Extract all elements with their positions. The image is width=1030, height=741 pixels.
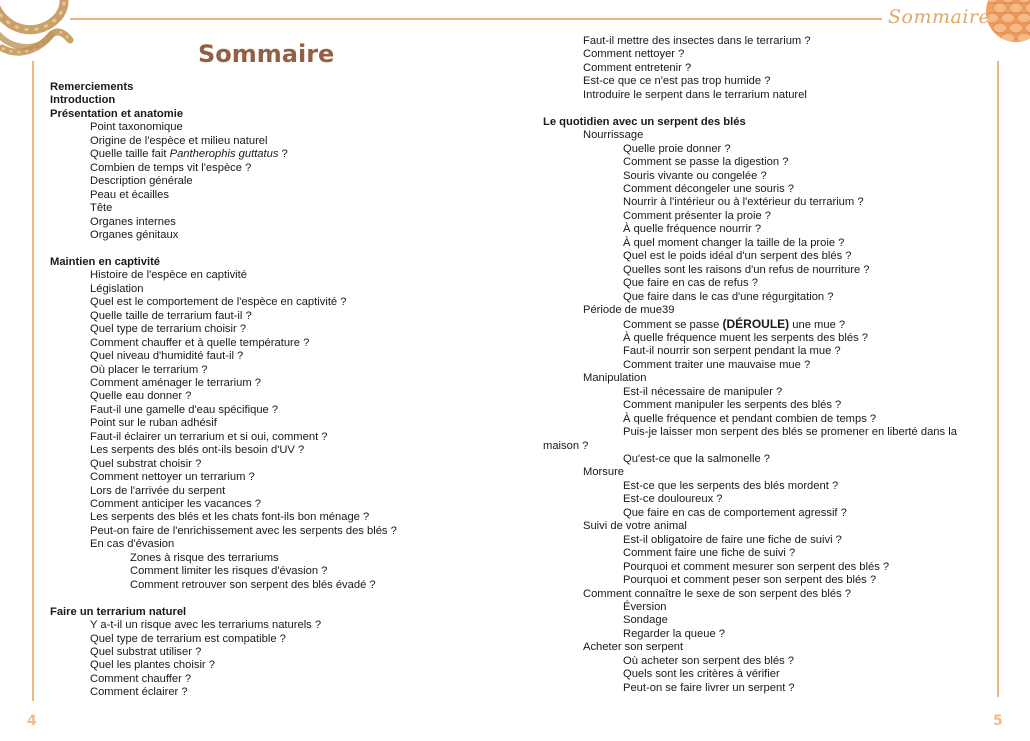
- toc-entry: [50, 579, 520, 592]
- toc-entry: [543, 601, 983, 614]
- toc-entry: [50, 189, 520, 202]
- toc-entry-text: Présentation et anatomie: [50, 107, 184, 120]
- toc-entry-text: Comment entretenir ?: [583, 61, 692, 74]
- toc-entry: [50, 417, 520, 430]
- toc-entry: [50, 202, 520, 215]
- toc-entry: [543, 453, 983, 466]
- toc-entry-text: À quelle fréquence et pendant combien de temps ?: [623, 412, 877, 425]
- toc-entry: [543, 413, 983, 426]
- toc-entry-text: Quel type de terrarium est compatible ?: [90, 632, 286, 645]
- toc-entry: [543, 170, 983, 183]
- toc-entry-text: Sondage: [623, 614, 668, 627]
- toc-entry-text: Comment chauffer ?: [90, 672, 192, 685]
- toc-entry: [543, 386, 983, 399]
- toc-entry-text: Souris vivante ou congelée ?: [623, 169, 767, 182]
- toc-entry: [50, 673, 520, 686]
- toc-entry: [50, 565, 520, 578]
- toc-entry: [50, 337, 520, 350]
- right-margin-rule: [997, 61, 999, 697]
- toc-entry: [50, 269, 520, 282]
- toc-entry: [543, 507, 983, 520]
- toc-entry: [543, 399, 983, 412]
- toc-entry: [543, 156, 983, 169]
- snake-icon: [0, 0, 75, 60]
- toc-entry: [543, 210, 983, 223]
- toc-entry-text: Peut-on se faire livrer un serpent ?: [623, 681, 795, 694]
- toc-entry-text: Nourrir à l'intérieur ou à l'extérieur du terrarium ?: [623, 196, 864, 209]
- toc-entry: [50, 498, 520, 511]
- toc-entry: [50, 175, 520, 188]
- toc-entry-text: Point taxonomique: [90, 121, 183, 134]
- toc-entry-text: Quelle proie donner ?: [623, 142, 731, 155]
- page-number-left: 4: [27, 713, 37, 729]
- toc-entry-text: Les serpents des blés et les chats font-ils bon ménage ?: [90, 511, 370, 524]
- toc-entry-text: Où acheter son serpent des blés ?: [623, 654, 795, 667]
- toc-entry-text: Quel est le poids idéal d'un serpent des blés ?: [623, 250, 852, 263]
- toc-entry: [543, 89, 983, 102]
- toc-entry-italic: Pantherophis guttatus: [169, 148, 279, 161]
- toc-entry: [543, 318, 983, 332]
- toc-entry: [543, 655, 983, 668]
- toc-entry: [50, 135, 520, 148]
- toc-section-heading: [50, 81, 520, 94]
- toc-entry-text: Nourrissage: [583, 129, 644, 142]
- toc-entry: [543, 641, 983, 654]
- toc-entry: [543, 237, 983, 250]
- toc-entry: [50, 485, 520, 498]
- toc-entry: [543, 628, 983, 641]
- toc-entry: [543, 547, 983, 560]
- toc-entry-text: Est-ce que ce n'est pas trop humide ?: [583, 75, 771, 88]
- toc-entry-text: Comment anticiper les vacances ?: [90, 498, 261, 511]
- toc-entry: [50, 364, 520, 377]
- toc-entry-text: Comment faire une fiche de suivi ?: [623, 547, 796, 560]
- toc-entry-text: Tête: [90, 202, 113, 215]
- toc-entry: [543, 196, 983, 209]
- toc-entry: [50, 310, 520, 323]
- toc-entry-text: Morsure: [583, 466, 625, 479]
- toc-entry: [543, 62, 983, 75]
- toc-section-heading: [50, 606, 520, 619]
- toc-entry-text: Comment nettoyer ?: [583, 48, 685, 61]
- toc-entry-text: Quelles sont les raisons d'un refus de nourriture ?: [623, 263, 870, 276]
- toc-entry: [543, 520, 983, 533]
- toc-entry: [543, 682, 983, 695]
- toc-entry: [543, 48, 983, 61]
- toc-entry: [50, 619, 520, 632]
- toc-entry-text: Organes internes: [90, 215, 176, 228]
- toc-entry: [543, 426, 983, 439]
- toc-entry-text: Période de mue39: [583, 304, 675, 317]
- toc-entry: [50, 646, 520, 659]
- toc-entry-text: Y a-t-il un risque avec les terrariums naturels ?: [90, 619, 322, 632]
- toc-entry-text: Quel type de terrarium choisir ?: [90, 323, 247, 336]
- toc-entry-text: En cas d'évasion: [90, 538, 175, 551]
- toc-entry-text: Comment limiter les risques d'évasion ?: [130, 565, 328, 578]
- toc-entry-text: Quel niveau d'humidité faut-il ?: [90, 350, 244, 363]
- toc-entry-text: Quels sont les critères à vérifier: [623, 668, 780, 681]
- toc-entry: [50, 350, 520, 363]
- toc-entry: [50, 390, 520, 403]
- toc-entry: [543, 588, 983, 601]
- toc-entry: [50, 431, 520, 444]
- toc-entry-text: Que faire en cas de refus ?: [623, 277, 758, 290]
- toc-entry: [543, 372, 983, 385]
- toc-entry-text: Organes génitaux: [90, 228, 179, 241]
- toc-entry-text: Zones à risque des terrariums: [130, 551, 279, 564]
- toc-entry: [543, 183, 983, 196]
- toc-entry-text: Que faire dans le cas d'une régurgitation ?: [623, 290, 834, 303]
- toc-left-column: [50, 81, 520, 700]
- toc-entry-bold: (DÉROULE): [722, 316, 790, 331]
- toc-entry-text: Quel substrat choisir ?: [90, 457, 202, 470]
- toc-entry-text: Comment se passe: [623, 318, 723, 331]
- toc-entry: [543, 35, 983, 48]
- toc-entry-text: Introduire le serpent dans le terrarium naturel: [583, 88, 807, 101]
- toc-entry: [50, 404, 520, 417]
- toc-entry: [543, 480, 983, 493]
- toc-entry-text: Quelle taille fait: [90, 148, 170, 161]
- toc-entry-text: Histoire de l'espèce en captivité: [90, 269, 247, 282]
- toc-entry-text: Faut-il mettre des insectes dans le terrarium ?: [583, 35, 811, 47]
- toc-entry-text: Combien de temps vit l'espèce ?: [90, 161, 252, 174]
- toc-entry-text: Est-ce douloureux ?: [623, 493, 723, 506]
- toc-section-heading: [50, 256, 520, 269]
- toc-entry-text: Que faire en cas de comportement agressif ?: [623, 506, 847, 519]
- left-margin-rule: [32, 61, 34, 701]
- toc-entry: [50, 552, 520, 565]
- toc-entry: [543, 345, 983, 358]
- toc-entry: [50, 377, 520, 390]
- toc-entry-text: Pourquoi et comment peser son serpent des blés ?: [623, 574, 877, 587]
- toc-entry-text: Quelle taille de terrarium faut-il ?: [90, 309, 252, 322]
- running-header: Sommaire: [888, 6, 991, 28]
- toc-entry-text: Est-il nécessaire de manipuler ?: [623, 385, 783, 398]
- toc-entry-text: Faut-il nourrir son serpent pendant la mue ?: [623, 345, 841, 358]
- toc-entry-text: Comment se passe la digestion ?: [623, 156, 789, 169]
- toc-entry: [543, 129, 983, 142]
- toc-entry-text: Qu'est-ce que la salmonelle ?: [623, 453, 771, 466]
- header-rule: [70, 18, 882, 20]
- toc-entry-text: Quel les plantes choisir ?: [90, 659, 215, 672]
- toc-entry: [543, 440, 983, 453]
- toc-entry-suffix: une mue ?: [789, 318, 846, 331]
- toc-entry: [50, 444, 520, 457]
- toc-entry-text: Comment manipuler les serpents des blés ?: [623, 399, 842, 412]
- toc-entry-text: Comment retrouver son serpent des blés évadé ?: [130, 578, 376, 591]
- toc-spacer: [543, 102, 983, 115]
- toc-entry: [543, 223, 983, 236]
- toc-spacer: [50, 592, 520, 605]
- toc-entry-text: Éversion: [623, 601, 667, 614]
- toc-entry-text: Comment présenter la proie ?: [623, 209, 771, 222]
- toc-entry: [543, 250, 983, 263]
- toc-entry: [50, 525, 520, 538]
- toc-entry: [543, 332, 983, 345]
- toc-entry: [50, 471, 520, 484]
- toc-entry-text: Le quotidien avec un serpent des blés: [543, 115, 746, 128]
- toc-entry: [50, 283, 520, 296]
- toc-entry-text: Comment chauffer et à quelle température ?: [90, 336, 310, 349]
- toc-entry-text: Lors de l'arrivée du serpent: [90, 484, 226, 497]
- toc-entry-text: Faut-il éclairer un terrarium et si oui, comment ?: [90, 430, 328, 443]
- toc-entry-text: À quelle fréquence muent les serpents des blés ?: [623, 331, 869, 344]
- toc-entry: [50, 538, 520, 551]
- toc-entry-text: À quel moment changer la taille de la proie ?: [623, 236, 845, 249]
- toc-entry: [50, 162, 520, 175]
- toc-entry: [543, 466, 983, 479]
- toc-entry: [543, 614, 983, 627]
- toc-entry: [50, 296, 520, 309]
- toc-entry-text: Pourquoi et comment mesurer son serpent des blés ?: [623, 560, 890, 573]
- toc-entry-text: Où placer le terrarium ?: [90, 363, 208, 376]
- toc-entry-text: Les serpents des blés ont-ils besoin d'UV ?: [90, 444, 305, 457]
- toc-entry-text: Origine de l'espèce et milieu naturel: [90, 134, 268, 147]
- toc-entry-text: Comment décongeler une souris ?: [623, 182, 795, 195]
- toc-right-column: [543, 35, 983, 695]
- page-number-right: 5: [993, 713, 1003, 729]
- toc-entry: [543, 561, 983, 574]
- toc-entry-text: Suivi de votre animal: [583, 520, 687, 533]
- toc-entry: [543, 304, 983, 317]
- toc-section-heading: [50, 108, 520, 121]
- toc-entry: [50, 121, 520, 134]
- toc-entry: [50, 633, 520, 646]
- toc-entry: [543, 75, 983, 88]
- toc-entry-text: Puis-je laisser mon serpent des blés se promener en liberté dans la: [623, 426, 957, 439]
- toc-entry: [543, 291, 983, 304]
- toc-entry: [543, 359, 983, 372]
- toc-entry-text: Peau et écailles: [90, 188, 169, 201]
- page-title: Sommaire: [198, 40, 335, 68]
- toc-entry-text: Est-il obligatoire de faire une fiche de suivi ?: [623, 533, 842, 546]
- toc-entry-text: Législation: [90, 282, 144, 295]
- toc-entry: [50, 323, 520, 336]
- toc-entry-text: Comment nettoyer un terrarium ?: [90, 471, 255, 484]
- toc-entry: [543, 493, 983, 506]
- toc-entry-text: Comment traiter une mauvaise mue ?: [623, 358, 811, 371]
- toc-entry-text: Faire un terrarium naturel: [50, 605, 187, 618]
- toc-entry-text: Acheter son serpent: [583, 641, 684, 654]
- toc-entry-text: Regarder la queue ?: [623, 627, 726, 640]
- toc-entry-text: Comment connaître le sexe de son serpent des blés ?: [583, 587, 852, 600]
- toc-entry: [50, 511, 520, 524]
- toc-entry-text: Comment éclairer ?: [90, 686, 188, 699]
- toc-entry: [543, 574, 983, 587]
- toc-spacer: [50, 242, 520, 255]
- toc-entry: [50, 458, 520, 471]
- toc-entry: [50, 216, 520, 229]
- toc-entry-text: Manipulation: [583, 372, 647, 385]
- toc-entry-text: Quel substrat utiliser ?: [90, 646, 202, 658]
- toc-entry-text: Est-ce que les serpents des blés mordent ?: [623, 479, 839, 492]
- toc-entry: [543, 534, 983, 547]
- toc-entry-text: maison ?: [543, 439, 589, 452]
- toc-entry-text: Comment aménager le terrarium ?: [90, 376, 261, 389]
- toc-section-heading: [543, 116, 983, 129]
- toc-entry: [543, 668, 983, 681]
- toc-entry-suffix: ?: [278, 148, 288, 161]
- toc-entry-text: Remerciements: [50, 81, 134, 93]
- toc-entry: [543, 277, 983, 290]
- toc-entry-text: Faut-il une gamelle d'eau spécifique ?: [90, 403, 279, 416]
- toc-entry-text: Description générale: [90, 175, 193, 188]
- toc-entry-text: Quelle eau donner ?: [90, 390, 192, 403]
- toc-entry-text: Peut-on faire de l'enrichissement avec les serpents des blés ?: [90, 524, 397, 537]
- toc-entry: [50, 148, 520, 161]
- toc-entry: [543, 143, 983, 156]
- toc-entry-text: Introduction: [50, 94, 116, 107]
- toc-entry-text: Quel est le comportement de l'espèce en captivité ?: [90, 296, 347, 309]
- toc-entry: [50, 229, 520, 242]
- toc-entry-text: À quelle fréquence nourrir ?: [623, 223, 762, 236]
- toc-entry: [50, 659, 520, 672]
- toc-entry: [543, 264, 983, 277]
- toc-entry-text: Maintien en captivité: [50, 255, 161, 268]
- toc-entry: [50, 686, 520, 699]
- toc-entry-text: Point sur le ruban adhésif: [90, 417, 217, 430]
- toc-section-heading: [50, 94, 520, 107]
